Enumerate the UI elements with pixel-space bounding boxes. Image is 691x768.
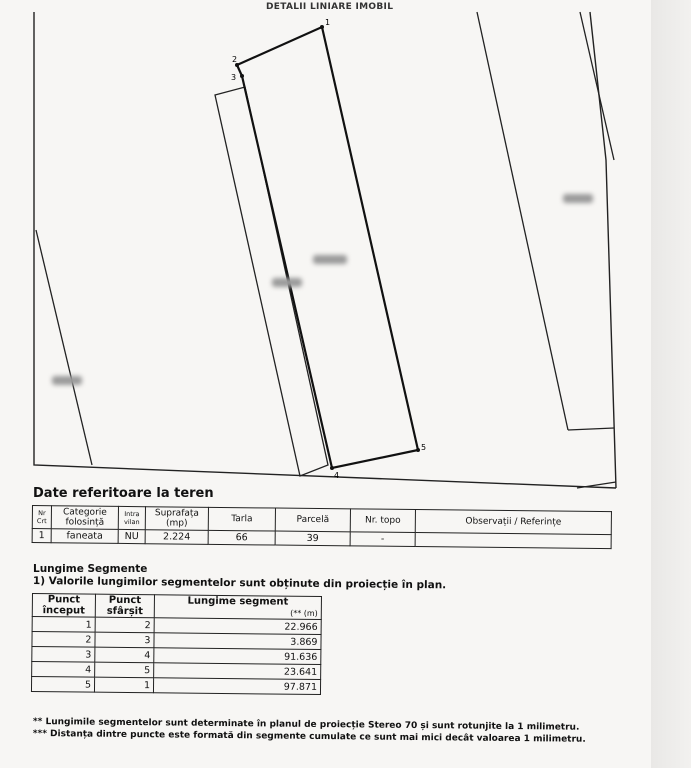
header-suprafata: Suprafața (mp) bbox=[145, 507, 208, 531]
vertex-3-marker bbox=[240, 74, 244, 78]
point-label-3: 3 bbox=[231, 73, 237, 82]
header-categorie: Categorie folosință bbox=[51, 506, 118, 530]
plan-frame-right bbox=[590, 12, 616, 488]
segment-start: 5 bbox=[31, 677, 94, 693]
header-tarla: Tarla bbox=[208, 507, 275, 531]
point-label-2: 2 bbox=[232, 55, 238, 64]
neighbor-line-right-b bbox=[568, 428, 614, 430]
cell-nr-topo: - bbox=[350, 532, 415, 547]
redacted-label bbox=[272, 278, 302, 287]
footnote-1: ** Lungimile segmentelor sunt determinate în planul de proiecție Stereo 70 și sunt rotunjite la 1 milimetru. bbox=[32, 716, 580, 733]
teren-heading: Date referitoare la teren bbox=[33, 486, 214, 501]
main-parcel-outline bbox=[237, 27, 418, 468]
header-punct-inceput: Punct început bbox=[32, 594, 95, 618]
header-parcela: Parcelă bbox=[275, 508, 350, 532]
teren-table bbox=[32, 505, 612, 549]
footnote-2: *** Distanța dintre puncte este formată din segmente cumulate ce sunt mai mici decât valoarea 1 milimetru. bbox=[32, 728, 586, 745]
redacted-label bbox=[52, 376, 82, 385]
segment-length: 91.636 bbox=[154, 648, 321, 665]
segment-end: 1 bbox=[94, 677, 153, 693]
segment-start: 1 bbox=[32, 617, 95, 633]
neighbor-line-right-a bbox=[477, 12, 568, 430]
page-edge-shadow bbox=[651, 0, 691, 768]
cell-tarla: 66 bbox=[208, 530, 275, 545]
segmente-header-row bbox=[32, 594, 321, 620]
header-observatii: Observații / Referințe bbox=[415, 510, 611, 535]
segment-end: 2 bbox=[95, 617, 154, 633]
header-punct-sfarsit: Punct sfârșit bbox=[95, 594, 154, 618]
lungime-unit: (** (m) bbox=[290, 608, 318, 618]
segmente-table bbox=[31, 593, 322, 695]
cell-observatii bbox=[415, 533, 611, 549]
parcel-plan bbox=[32, 10, 617, 495]
neighbor-line-right-c bbox=[580, 12, 614, 160]
redacted-label bbox=[563, 194, 593, 203]
point-label-1: 1 bbox=[325, 18, 331, 27]
segment-end: 4 bbox=[95, 647, 154, 663]
cell-nr: 1 bbox=[32, 529, 51, 543]
segment-length: 3.869 bbox=[154, 633, 321, 650]
header-nr: Nr Crt bbox=[32, 506, 51, 529]
segmente-subheading: 1) Valorile lungimilor segmentelor sunt obținute din proiecție în plan. bbox=[32, 575, 447, 592]
segment-length: 97.871 bbox=[153, 678, 320, 695]
parcel-plan-drawing bbox=[32, 10, 617, 495]
vertex-4-marker bbox=[330, 466, 334, 470]
vertex-1-marker bbox=[320, 25, 324, 29]
segment-length: 23.641 bbox=[154, 663, 321, 680]
segment-start: 3 bbox=[32, 647, 95, 663]
segmente-heading: Lungime Segmente bbox=[33, 563, 148, 575]
segment-start: 2 bbox=[32, 632, 95, 648]
header-lungime-segment bbox=[154, 595, 321, 620]
header-nr-topo: Nr. topo bbox=[350, 509, 415, 533]
lungime-label: Lungime segment bbox=[187, 595, 289, 608]
cell-intravilan: NU bbox=[118, 529, 145, 543]
table-row bbox=[31, 677, 320, 695]
header-intravilan: Intra vilan bbox=[118, 506, 145, 529]
cell-suprafata: 2.224 bbox=[145, 530, 208, 545]
neighbor-line-left bbox=[36, 230, 92, 465]
segment-end: 5 bbox=[95, 662, 154, 678]
cell-categorie: faneata bbox=[51, 529, 118, 544]
plan-title: DETALII LINIARE IMOBIL bbox=[266, 2, 394, 12]
vertex-5-marker bbox=[416, 448, 420, 452]
segment-length: 22.966 bbox=[154, 618, 321, 635]
segment-start: 4 bbox=[32, 662, 95, 678]
redacted-label bbox=[313, 255, 347, 264]
cell-parcela: 39 bbox=[275, 531, 350, 546]
segment-end: 3 bbox=[95, 632, 154, 648]
point-label-5: 5 bbox=[421, 443, 427, 452]
point-label-4: 4 bbox=[334, 471, 340, 480]
